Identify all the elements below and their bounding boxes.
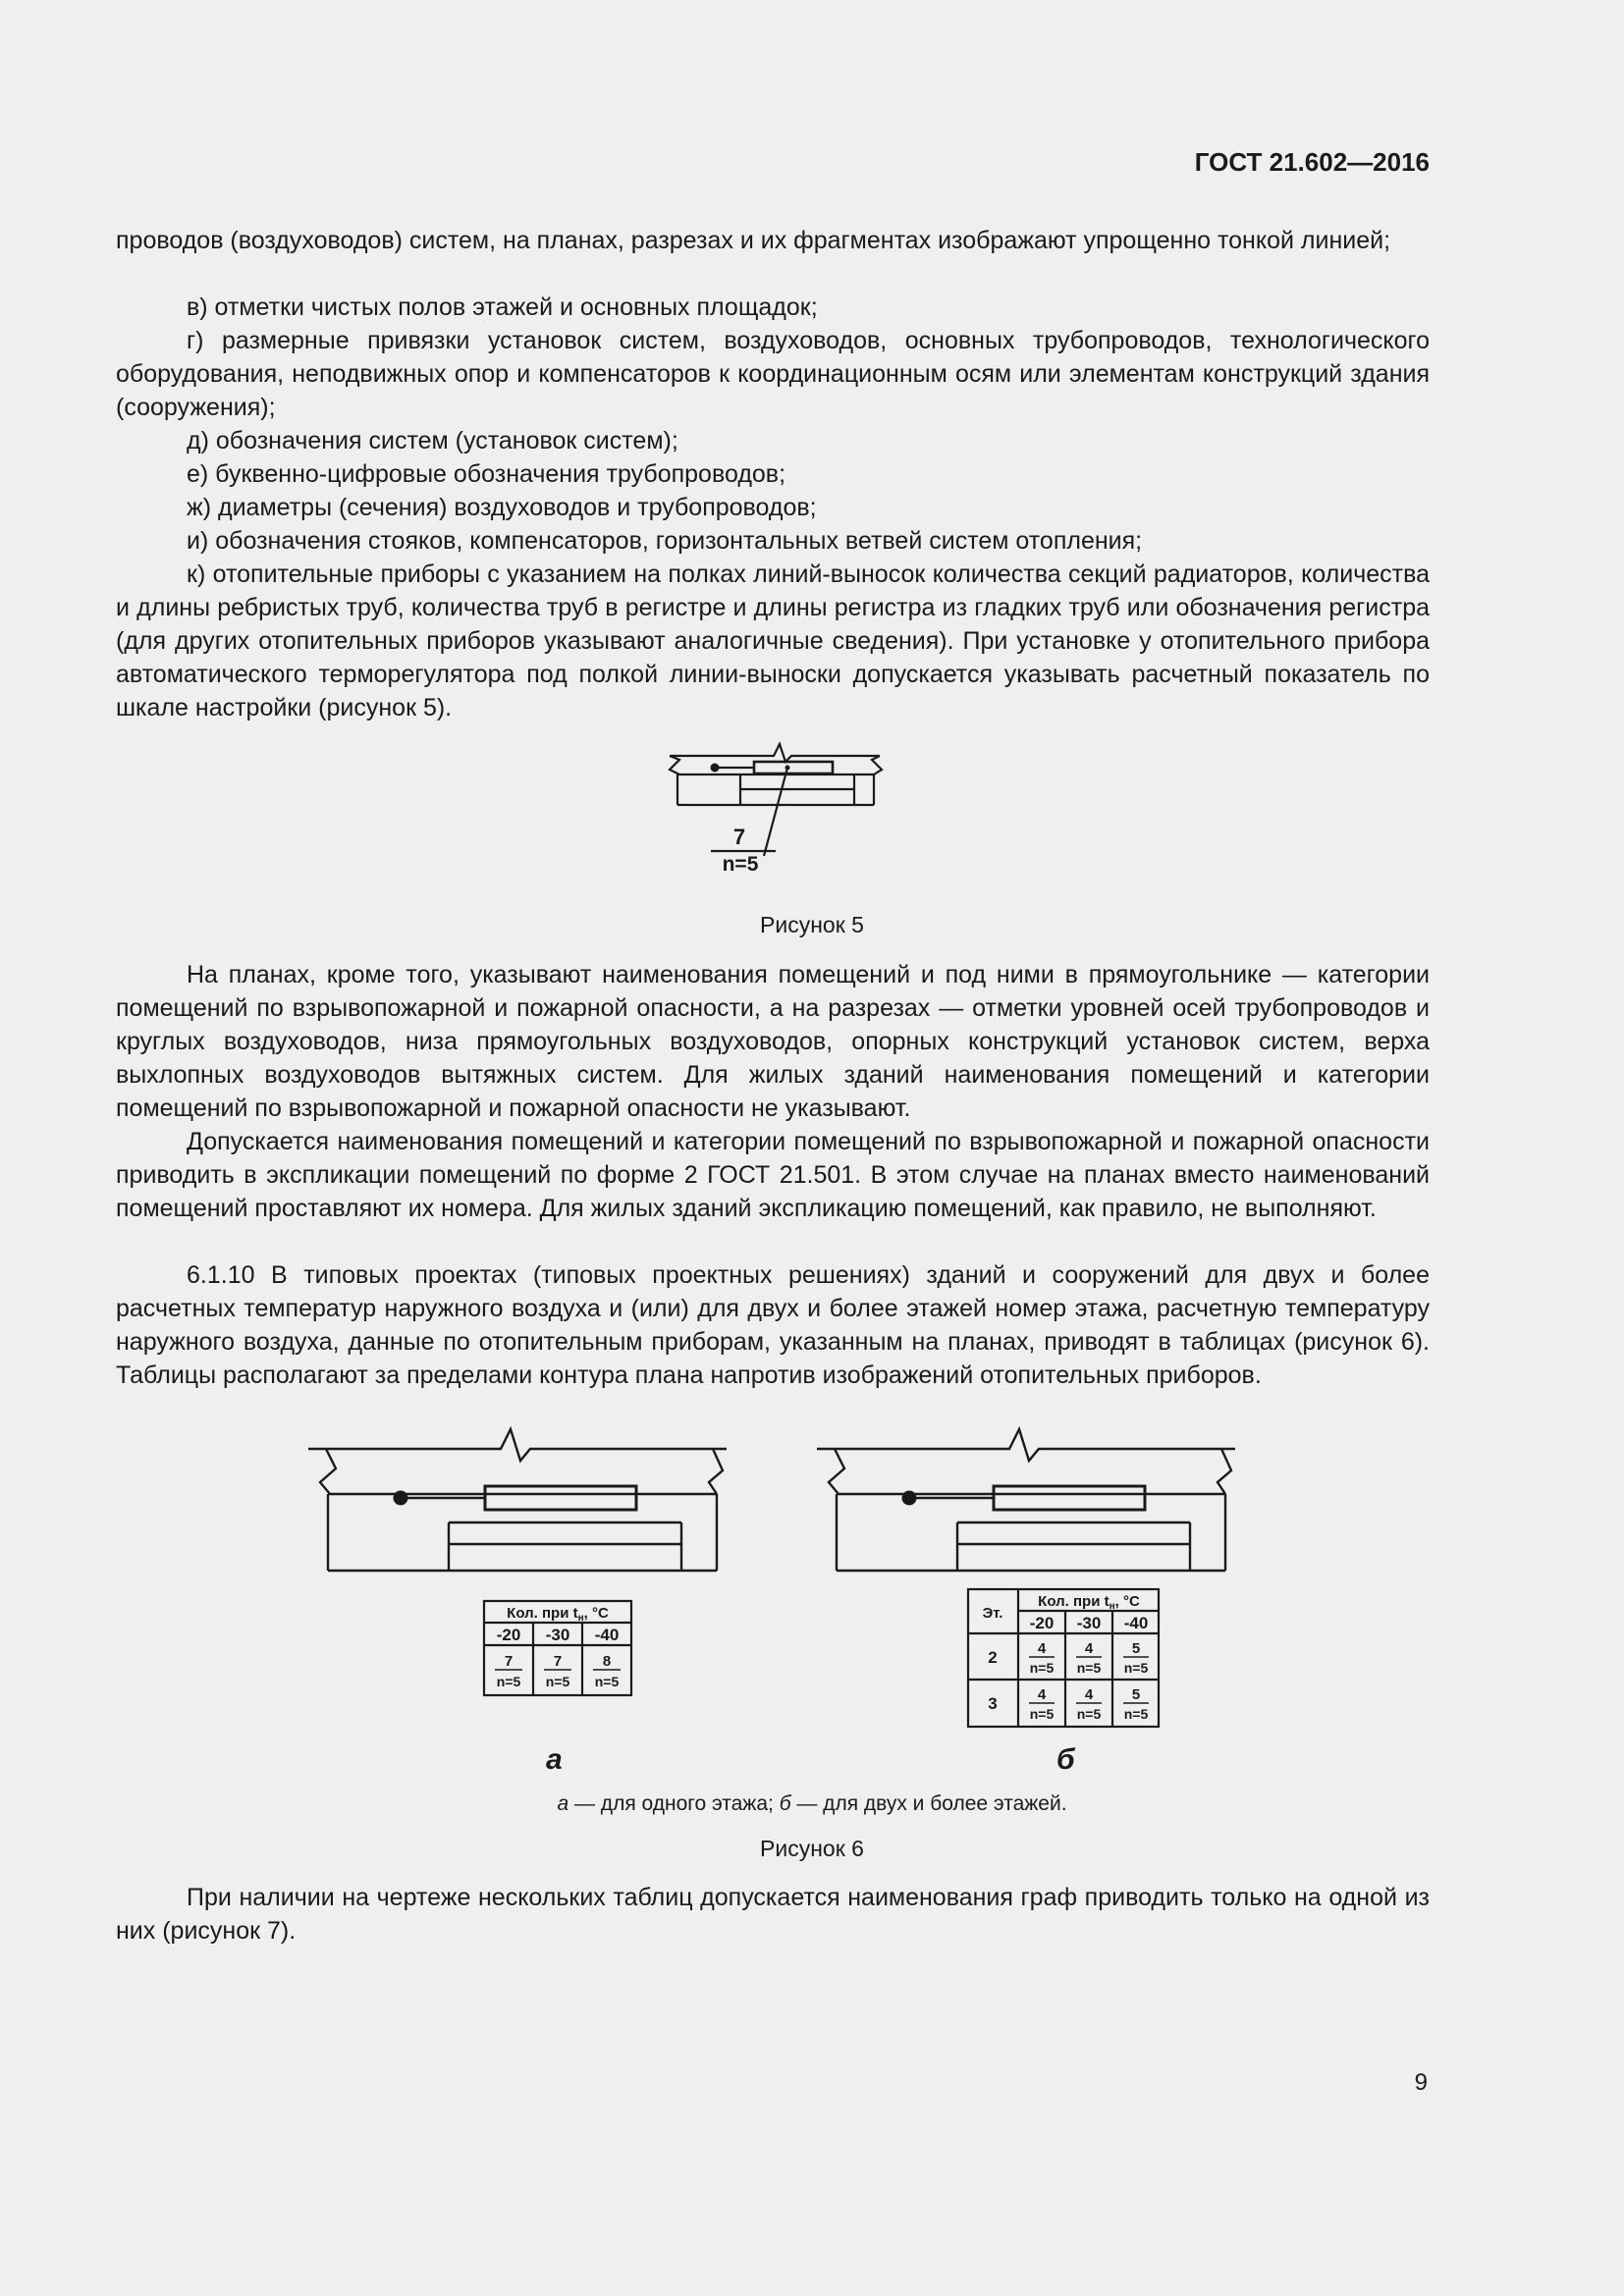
table-cell-numerator: 4 xyxy=(1084,1686,1094,1703)
table-cell-numerator: 5 xyxy=(1131,1686,1141,1703)
table-b-floor-header: Эт. xyxy=(982,1605,1003,1622)
list-item-d: д) обозначения систем (установок систем); xyxy=(187,427,678,454)
list-item-i: и) обозначения стояков, компенсаторов, горизонтальных ветвей систем отопления; xyxy=(187,527,1143,555)
table-cell-denominator: n=5 xyxy=(1076,1706,1102,1722)
figure-5-caption: Рисунок 5 xyxy=(760,912,864,937)
page-number: 9 xyxy=(1414,2069,1428,2096)
table-cell-denominator: n=5 xyxy=(1123,1706,1149,1722)
figure-6a-table xyxy=(483,1600,632,1696)
temp-20: -20 xyxy=(496,1626,521,1644)
table-cell-numerator: 7 xyxy=(553,1653,563,1670)
floor-number: 3 xyxy=(988,1694,998,1713)
table-cell-denominator: n=5 xyxy=(594,1674,620,1689)
table-cell-numerator: 4 xyxy=(1037,1640,1047,1657)
table-cell-denominator: n=5 xyxy=(1029,1706,1055,1722)
list-item-k: к) отопительные приборы с указанием на полках линий-выносок количества секций радиаторов, количества и длины ребристых труб, количества труб в регистре и длины регистра из гладких труб или обозначения регистра (для других отопительных приборов указывают аналогичные сведения). При установке у отопительного прибора автоматического терморегулятора под полкой линии-выноски допускается указывать расчетный показатель по шкале настройки (рисунок 5). xyxy=(116,561,1430,721)
figure-6-legend: а — для одного этажа; б — для двух и более этажей. xyxy=(557,1792,1067,1815)
table-a-header: Кол. при $t_н$, °C xyxy=(507,1605,609,1624)
figure-6b-label: б xyxy=(1056,1743,1075,1776)
paragraph-continuation: проводов (воздуховодов) систем, на планах, разрезах и их фрагментах изображают упрощенно тонкой линией; xyxy=(116,227,1391,254)
table-cell-numerator: 8 xyxy=(602,1653,612,1670)
list-item-v: в) отметки чистых полов этажей и основных площадок; xyxy=(187,294,818,321)
temp-30: -30 xyxy=(1076,1614,1102,1632)
paragraph-room-names: На планах, кроме того, указывают наименования помещений и под ними в прямоугольнике — категории помещений по взрывопожарной и пожарной опасности, а на разрезах — отметки уровней осей трубопроводов и круглых воздуховодов, низа прямоугольных воздуховодов, опорных конструкций установок систем, верха выхлопных воздуховодов вытяжных систем. Для жилых зданий наименования помещений и категории помещений по взрывопожарной и пожарной опасности не указывают. xyxy=(116,961,1430,1122)
table-cell-denominator: n=5 xyxy=(1076,1660,1102,1676)
table-cell-numerator: 7 xyxy=(504,1653,514,1670)
fig5-numerator: 7 xyxy=(732,825,746,849)
thermoregulator-dot xyxy=(711,764,720,773)
paragraph-multiple-tables: При наличии на чертеже нескольких таблиц допускается наименования граф приводить только на одной из них (рисунок 7). xyxy=(116,1884,1430,1945)
fig5-denominator: n=5 xyxy=(722,853,759,876)
paragraph-explication: Допускается наименования помещений и категории помещений по взрывопожарной и пожарной опасности приводить в экспликации помещений по форме 2 ГОСТ 21.501. В этом случае на планах вместо наименований помещений проставляют их номера. Для жилых зданий экспликацию помещений, как правило, не выполняют. xyxy=(116,1128,1430,1222)
figure-6-caption: Рисунок 6 xyxy=(760,1836,864,1861)
temp-20: -20 xyxy=(1029,1614,1055,1632)
thermoregulator-dot xyxy=(394,1491,408,1506)
table-cell-denominator: n=5 xyxy=(1029,1660,1055,1676)
list-item-zh: ж) диаметры (сечения) воздуховодов и трубопроводов; xyxy=(187,494,817,521)
list-item-g: г) размерные привязки установок систем, воздуховодов, основных трубопроводов, технологического оборудования, неподвижных опор и компенсаторов к координационным осям или элементам конструкций здания (сооружения); xyxy=(116,327,1430,421)
figure-6b-drawing xyxy=(813,1421,1245,1578)
paragraph-6-1-10: 6.1.10 В типовых проектах (типовых проектных решениях) зданий и сооружений для двух и более расчетных температур наружного воздуха и (или) для двух и более этажей номер этажа, расчетную температуру наружного воздуха, данные по отопительным приборам, указанным на планах, приводят в таблицах (рисунок 6). Таблицы располагают за пределами контура плана напротив изображений отопительных приборов. xyxy=(116,1261,1430,1389)
floor-number: 2 xyxy=(988,1648,998,1667)
document-header: ГОСТ 21.602—2016 xyxy=(1194,147,1430,177)
figure-6a-drawing xyxy=(304,1421,736,1578)
temp-40: -40 xyxy=(594,1626,620,1644)
thermoregulator-dot xyxy=(902,1491,917,1506)
figure-5-drawing xyxy=(658,726,893,883)
table-cell-numerator: 4 xyxy=(1037,1686,1047,1703)
table-b-header: Кол. при $t_н$, °C xyxy=(1038,1593,1140,1612)
figure-6a-label: а xyxy=(546,1743,563,1776)
figure-6b-table xyxy=(967,1588,1160,1728)
table-cell-numerator: 5 xyxy=(1131,1640,1141,1657)
list-item-e: е) буквенно-цифровые обозначения трубопроводов; xyxy=(187,460,786,488)
temp-40: -40 xyxy=(1123,1614,1149,1632)
table-cell-denominator: n=5 xyxy=(496,1674,521,1689)
table-cell-denominator: n=5 xyxy=(1123,1660,1149,1676)
table-cell-denominator: n=5 xyxy=(545,1674,570,1689)
table-cell-numerator: 4 xyxy=(1084,1640,1094,1657)
temp-30: -30 xyxy=(545,1626,570,1644)
